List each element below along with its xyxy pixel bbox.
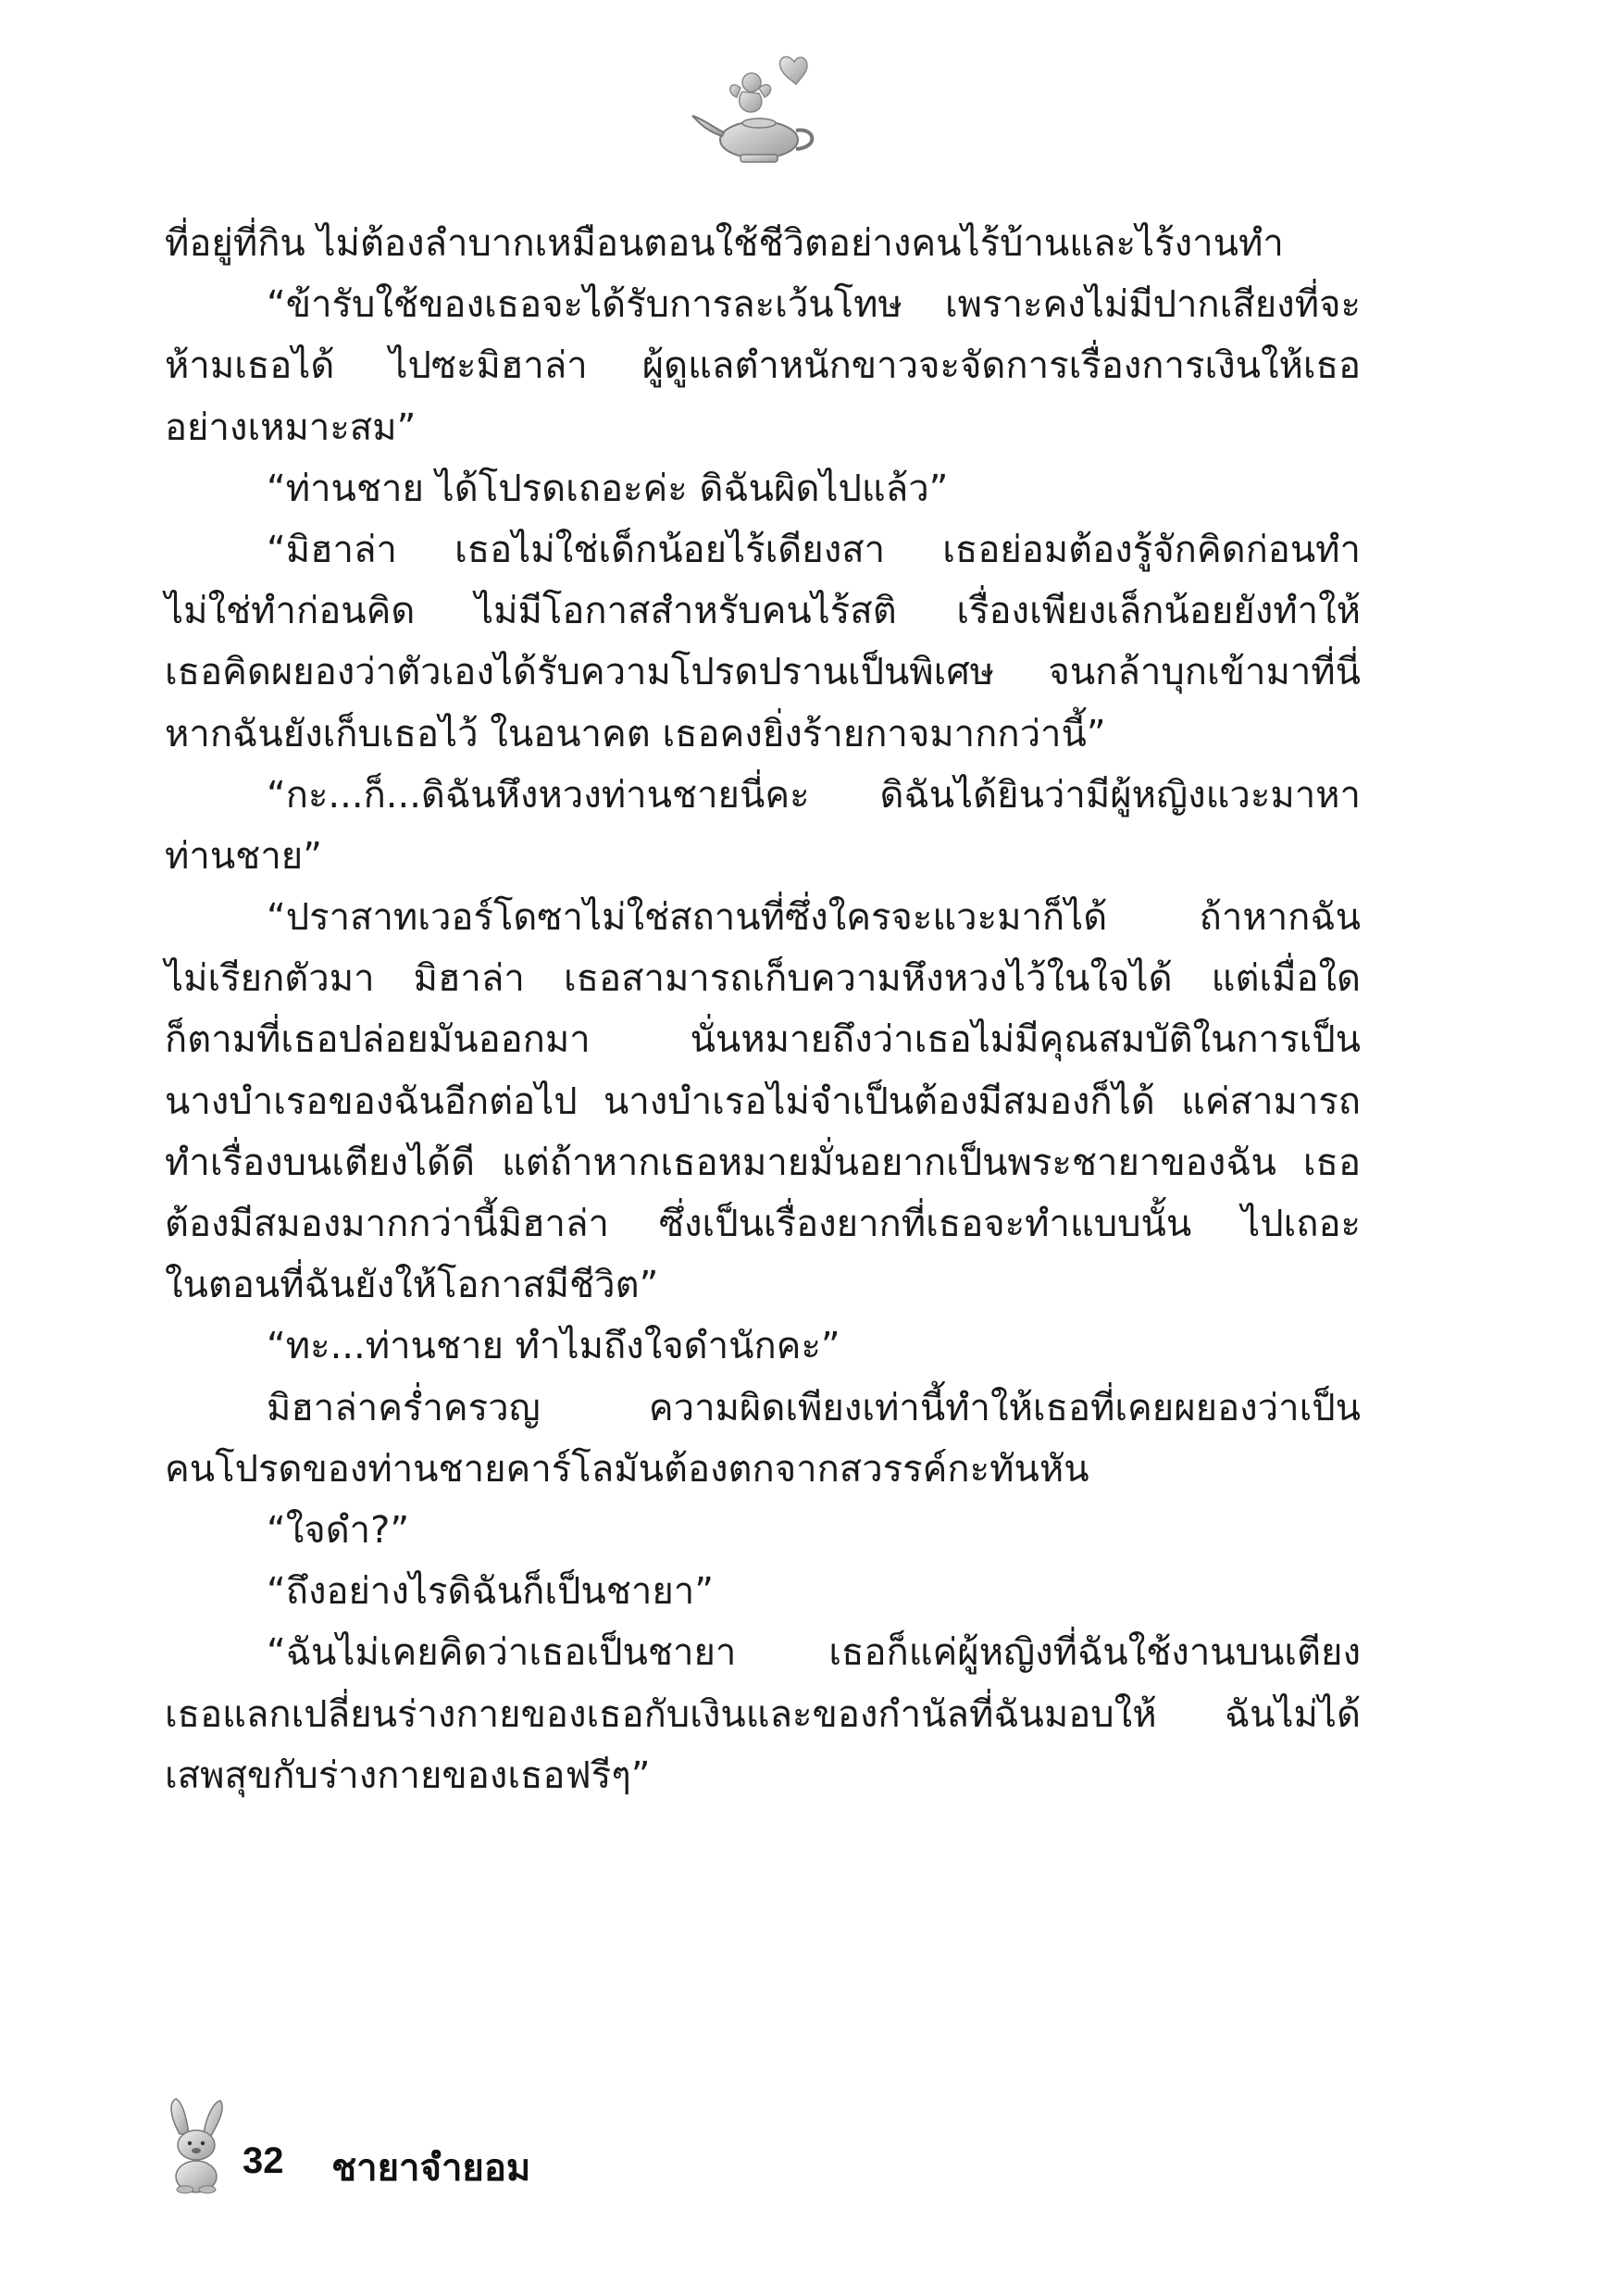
- page-footer: [167, 2097, 907, 2199]
- text-line: ท่านชาย”: [165, 834, 322, 878]
- paragraph: [165, 765, 1361, 887]
- text-line: ไม่ใช่ทำก่อนคิด ไม่มีโอกาสสำหรับคนไร้สติ เรื่องเพียงเล็กน้อยยังทำให้: [165, 590, 1361, 633]
- text-line: ห้ามเธอได้ ไปซะมิฮาล่า ผู้ดูแลตำหนักขาวจะจัดการเรื่องการเงินให้เธอ: [165, 344, 1361, 388]
- text-line: หากฉันยังเก็บเธอไว้ ในอนาคต เธอคงยิ่งร้ายกาจมากกว่านี้”: [165, 712, 1106, 755]
- text-line: “ข้ารับใช้ของเธอจะได้รับการละเว้นโทษ เพราะคงไม่มีปากเสียงที่จะ: [267, 283, 1361, 327]
- text-line: เธอคิดผยองว่าตัวเองได้รับความโปรดปรานเป็นพิเศษ จนกล้าบุกเข้ามาที่นี่: [165, 651, 1361, 694]
- paragraph: [165, 213, 1361, 274]
- text-line: ทำเรื่องบนเตียงได้ดี แต่ถ้าหากเธอหมายมั่นอยากเป็นพระชายาของฉัน เธอ: [165, 1141, 1361, 1184]
- text-line: “ทะ...ท่านชาย ทำไมถึงใจดำนักคะ”: [267, 1325, 840, 1368]
- text-line: คนโปรดของท่านชายคาร์โลมันต้องตกจากสวรรค์กะทันหัน: [165, 1447, 1089, 1491]
- text-line: เธอแลกเปลี่ยนร่างกายของเธอกับเงินและของกำนัลที่ฉันมอบให้ ฉันไม่ได้: [165, 1692, 1361, 1736]
- paragraph: [165, 1561, 1361, 1622]
- text-line: นางบำเรอของฉันอีกต่อไป นางบำเรอไม่จำเป็นต้องมีสมองก็ได้ แค่สามารถ: [165, 1079, 1361, 1123]
- rabbit-icon: [167, 2097, 228, 2194]
- text-line: “ใจดำ?”: [267, 1508, 410, 1552]
- header-ornament-icon: [685, 51, 824, 171]
- paragraph: [165, 1500, 1361, 1561]
- text-line: ไม่เรียกตัวมา มิฮาล่า เธอสามารถเก็บความหึงหวงไว้ในใจได้ แต่เมื่อใด: [165, 957, 1361, 1001]
- paragraph: [165, 1622, 1361, 1806]
- text-line: ในตอนที่ฉันยังให้โอกาสมีชีวิต”: [165, 1264, 659, 1307]
- text-line: “ถึงอย่างไรดิฉันก็เป็นชายา”: [267, 1570, 714, 1614]
- page-number: 32: [243, 2140, 284, 2181]
- text-line: “ปราสาทเวอร์โดซาไม่ใช่สถานที่ซึ่งใครจะแวะมาก็ได้ ถ้าหากฉัน: [267, 896, 1361, 940]
- text-line: มิฮาล่าคร่ำครวญ ความผิดเพียงเท่านี้ทำให้เธอที่เคยผยองว่าเป็น: [267, 1386, 1361, 1429]
- paragraph: [165, 274, 1361, 458]
- paragraph: [165, 458, 1361, 519]
- paragraph: [165, 1316, 1361, 1377]
- text-line: “มิฮาล่า เธอไม่ใช่เด็กน้อยไร้เดียงสา เธอย่อมต้องรู้จักคิดก่อนทำ: [267, 528, 1361, 571]
- paragraph: [165, 519, 1361, 765]
- text-line: “ฉันไม่เคยคิดว่าเธอเป็นชายา เธอก็แค่ผู้หญิงที่ฉันใช้งานบนเตียง: [267, 1631, 1361, 1675]
- text-line: ต้องมีสมองมากกว่านี้มิฮาล่า ซึ่งเป็นเรื่องยากที่เธอจะทำแบบนั้น ไปเถอะ: [165, 1203, 1361, 1245]
- book-title: ชายาจำยอม: [331, 2147, 531, 2190]
- text-line: ก็ตามที่เธอปล่อยมันออกมา นั่นหมายถึงว่าเธอไม่มีคุณสมบัติในการเป็น: [165, 1018, 1361, 1062]
- paragraph: [165, 887, 1361, 1316]
- text-line: เสพสุขกับร่างกายของเธอฟรีๆ”: [165, 1753, 651, 1797]
- text-line: อย่างเหมาะสม”: [165, 406, 417, 449]
- text-line: ที่อยู่ที่กิน ไม่ต้องลำบากเหมือนตอนใช้ชีวิตอย่างคนไร้บ้านและไร้งานทำ: [165, 222, 1284, 265]
- text-line: “ท่านชาย ได้โปรดเถอะค่ะ ดิฉันผิดไปแล้ว”: [267, 467, 949, 510]
- text-line: “กะ...ก็...ดิฉันหึงหวงท่านชายนี่คะ ดิฉันได้ยินว่ามีผู้หญิงแวะมาหา: [267, 773, 1361, 817]
- chapter-body: [165, 213, 1361, 1806]
- paragraph: [165, 1378, 1361, 1500]
